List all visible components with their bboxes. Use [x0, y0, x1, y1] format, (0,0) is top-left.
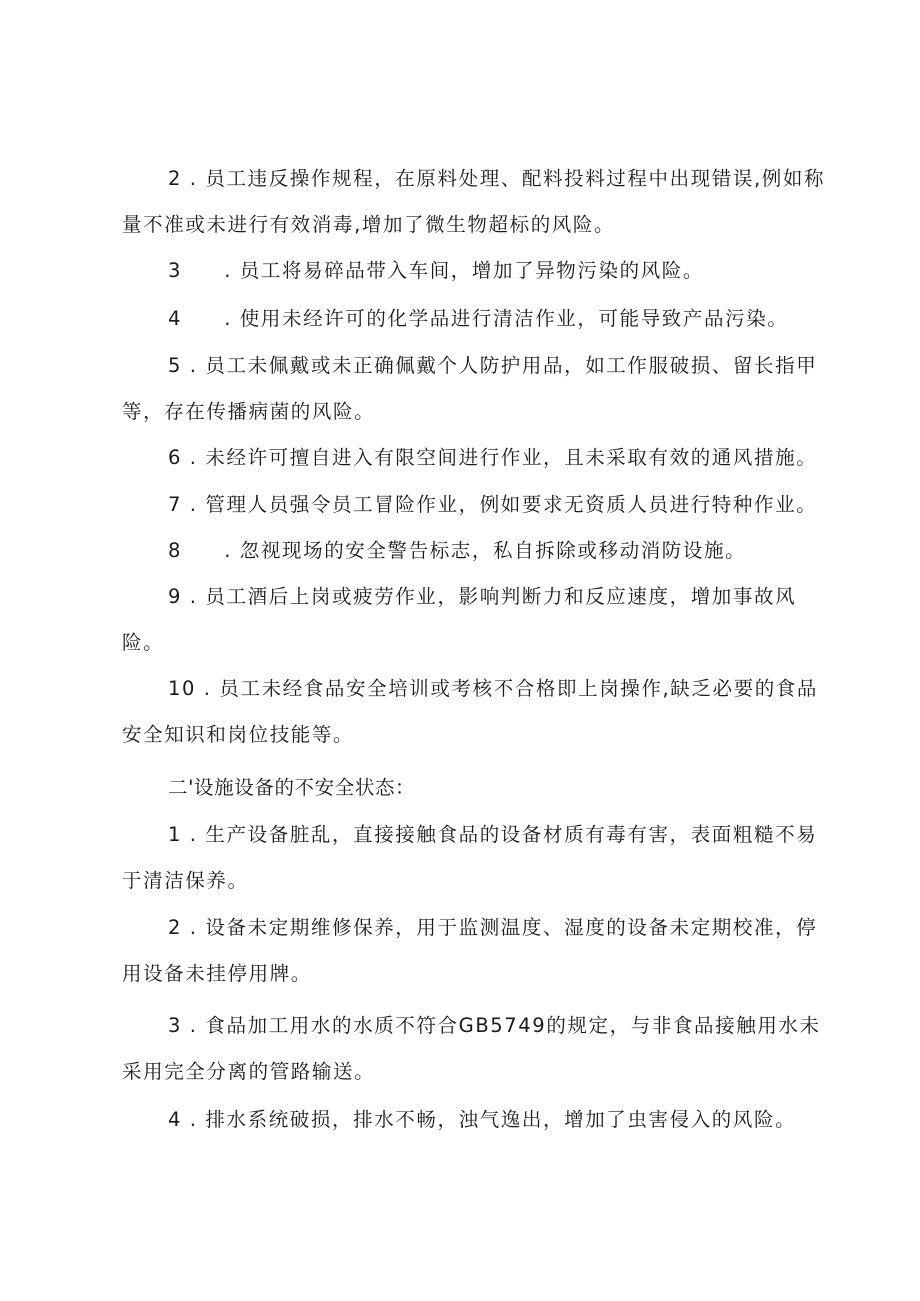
paragraph-item-3: 3 . 员工将易碎品带入车间，增加了异物污染的风险。 — [168, 259, 705, 282]
paragraph-item-9: 9 . 员工酒后上岗或疲劳作业，影响判断力和反应速度，增加事故风险。 — [122, 585, 797, 654]
section-paragraph-3: 3 . 食品加工用水的水质不符合GB5749的规定，与非食品接触用水未采用完全分离的管路输送。 — [122, 1014, 821, 1083]
section-heading: 二'设施设备的不安全状态： — [168, 776, 416, 799]
paragraph-item-7: 7 . 管理人员强令员工冒险作业，例如要求无资质人员进行特种作业。 — [168, 493, 818, 516]
paragraph-item-8: 8 . 忽视现场的安全警告标志，私自拆除或移动消防设施。 — [168, 539, 747, 562]
paragraph-item-10: 10 . 员工未经食品安全培训或考核不合格即上岗操作,缺乏必要的食品安全知识和岗位技能等。 — [122, 677, 819, 746]
paragraph-item-6: 6 . 未经许可擅自进入有限空间进行作业，且未采取有效的通风措施。 — [168, 446, 818, 469]
section-paragraph-1: 1 . 生产设备脏乱，直接接触食品的设备材质有毒有害，表面粗糙不易于清洁保养。 — [122, 823, 818, 892]
paragraph-item-2: 2 . 员工违反操作规程，在原料处理、配料投料过程中出现错误,例如称量不准或未进行有效消毒,增加了微生物超标的风险。 — [122, 167, 826, 236]
section-paragraph-4: 4 . 排水系统破损，排水不畅，浊气逸出，增加了虫害侵入的风险。 — [168, 1108, 797, 1131]
paragraph-item-5: 5 . 员工未佩戴或未正确佩戴个人防护用品，如工作服破损、留长指甲等，存在传播病菌的风险。 — [122, 354, 818, 423]
paragraph-item-4: 4 . 使用未经许可的化学品进行清洁作业，可能导致产品污染。 — [168, 307, 789, 330]
section-paragraph-2: 2 . 设备未定期维修保养，用于监测温度、湿度的设备未定期校准，停用设备未挂停用牌。 — [122, 916, 818, 985]
